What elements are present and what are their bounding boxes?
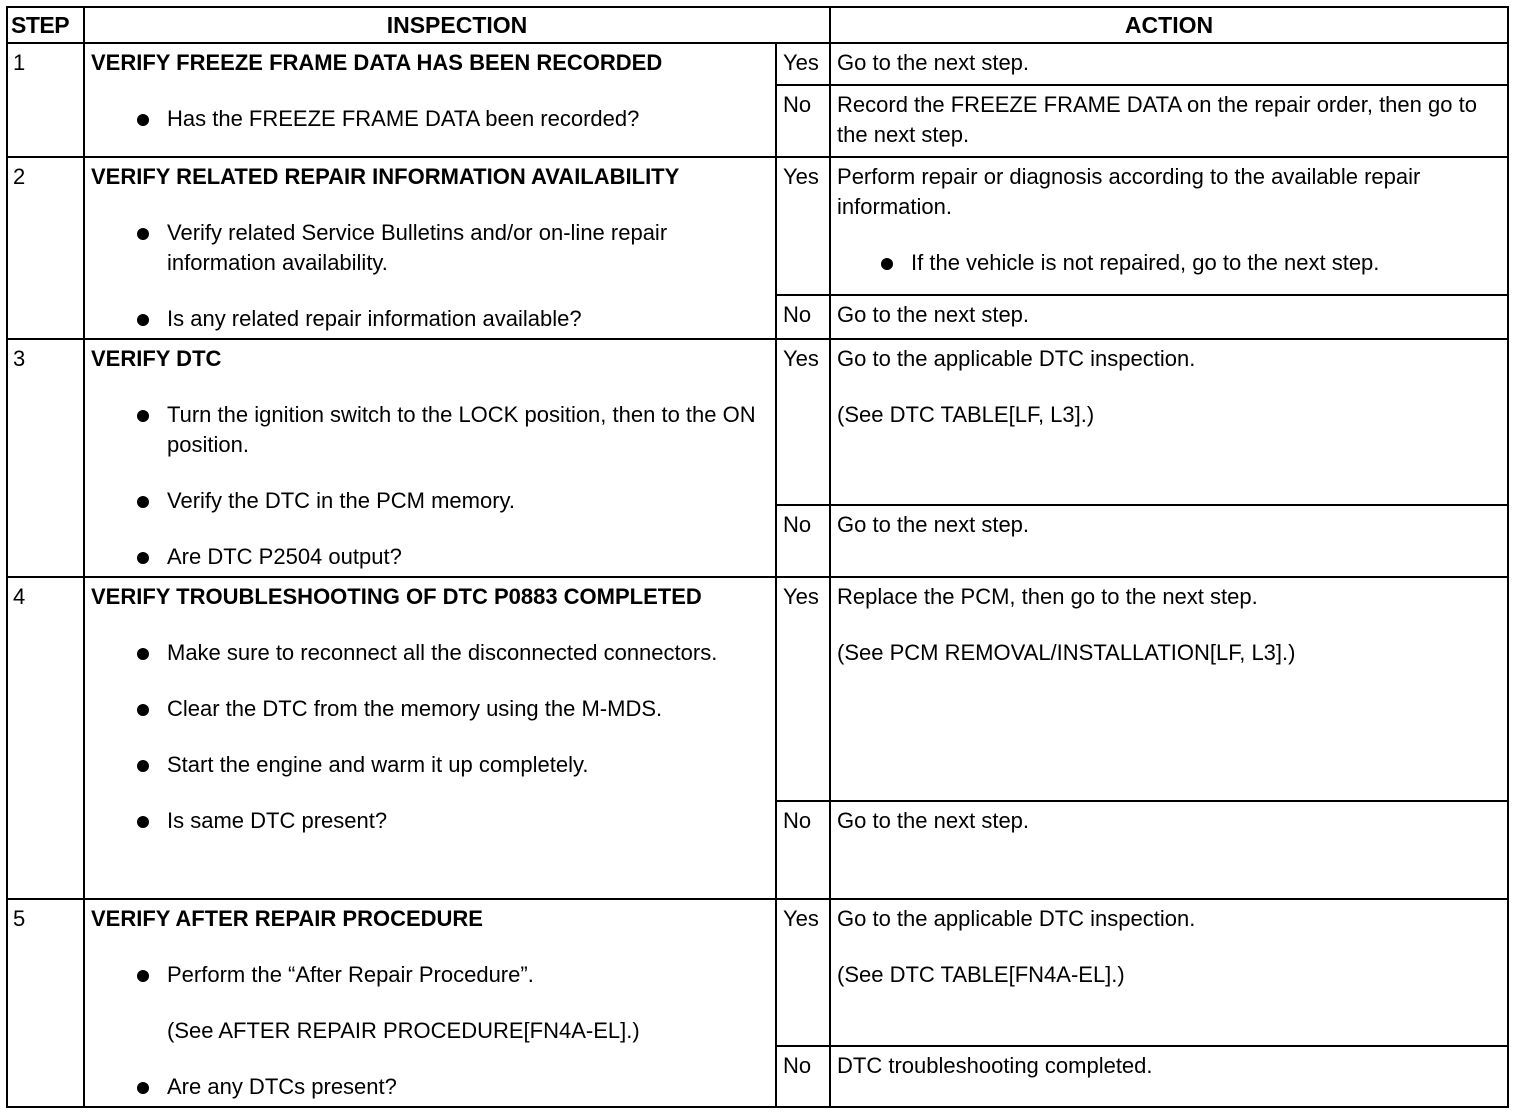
inspection-title: VERIFY TROUBLESHOOTING OF DTC P0883 COMPLETED (91, 584, 702, 609)
yes-label: Yes (776, 577, 830, 801)
yes-action-text: Replace the PCM, then go to the next step. (837, 584, 1258, 609)
inspection-bullet: Is same DTC present? (91, 806, 769, 836)
table-row (7, 577, 1508, 801)
no-label: No (776, 85, 830, 157)
no-label: No (776, 295, 830, 339)
inspection-cell (84, 339, 776, 577)
no-action-text: Go to the next step. (837, 512, 1030, 537)
yes-label: Yes (776, 339, 830, 505)
step-number: 4 (7, 577, 84, 899)
inspection-bullet: Are any DTCs present? (91, 1072, 769, 1102)
inspection-bullet: Is any related repair information available? (91, 304, 769, 334)
yes-action-bullet: If the vehicle is not repaired, go to the next step. (837, 248, 1501, 278)
yes-action-cell (830, 43, 1508, 85)
inspection-bullet: Perform the “After Repair Procedure”. (91, 960, 769, 990)
yes-action-cell (830, 899, 1508, 1046)
yes-action-text: Go to the next step. (837, 50, 1030, 75)
inspection-cell (84, 43, 776, 157)
step-column-header: STEP (7, 7, 84, 43)
no-action-cell (830, 801, 1508, 899)
yes-label: Yes (776, 43, 830, 85)
table-row (7, 157, 1508, 295)
step-number: 1 (7, 43, 84, 157)
yes-action-text: Perform repair or diagnosis according to the available repair information. (837, 164, 1421, 219)
yes-action-text: Go to the applicable DTC inspection. (837, 906, 1196, 931)
no-label: No (776, 1046, 830, 1107)
inspection-title: VERIFY AFTER REPAIR PROCEDURE (91, 906, 483, 931)
yes-action-reference: (See PCM REMOVAL/INSTALLATION[LF, L3].) (837, 640, 1296, 665)
yes-action-cell (830, 157, 1508, 295)
no-action-cell (830, 1046, 1508, 1107)
yes-action-text: Go to the applicable DTC inspection. (837, 346, 1196, 371)
inspection-cell (84, 577, 776, 899)
table-row (7, 899, 1508, 1046)
step-number: 5 (7, 899, 84, 1107)
step-number: 3 (7, 339, 84, 577)
inspection-bullet: Verify the DTC in the PCM memory. (91, 486, 769, 516)
table-row (7, 43, 1508, 85)
inspection-title: VERIFY FREEZE FRAME DATA HAS BEEN RECORDED (91, 50, 663, 75)
step-number: 2 (7, 157, 84, 339)
table-row (7, 339, 1508, 505)
no-action-cell (830, 505, 1508, 577)
inspection-title: VERIFY DTC (91, 346, 222, 371)
inspection-cell (84, 157, 776, 339)
inspection-bullet: Make sure to reconnect all the disconnected connectors. (91, 638, 769, 668)
table-header-row (7, 7, 1508, 43)
no-action-cell (830, 295, 1508, 339)
inspection-bullet: Turn the ignition switch to the LOCK position, then to the ON position. (91, 400, 769, 460)
inspection-cell (84, 899, 776, 1107)
no-action-text: Go to the next step. (837, 302, 1030, 327)
inspection-table (6, 6, 1509, 1108)
no-action-text: DTC troubleshooting completed. (837, 1053, 1153, 1079)
yes-action-reference: (See DTC TABLE[LF, L3].) (837, 402, 1095, 427)
action-column-header: ACTION (830, 7, 1508, 43)
yes-action-cell (830, 339, 1508, 505)
inspection-title: VERIFY RELATED REPAIR INFORMATION AVAILABILITY (91, 164, 680, 189)
yes-action-reference: (See DTC TABLE[FN4A-EL].) (837, 962, 1125, 987)
yes-action-cell (830, 577, 1508, 801)
inspection-bullet: Clear the DTC from the memory using the M-MDS. (91, 694, 769, 724)
no-label: No (776, 505, 830, 577)
no-label: No (776, 801, 830, 899)
inspection-bullet: Has the FREEZE FRAME DATA been recorded? (91, 104, 769, 134)
inspection-column-header: INSPECTION (84, 7, 830, 43)
inspection-reference: (See AFTER REPAIR PROCEDURE[FN4A-EL].) (167, 1018, 640, 1043)
yes-label: Yes (776, 899, 830, 1046)
inspection-bullet: Start the engine and warm it up completely. (91, 750, 769, 780)
procedure-sheet (6, 6, 1507, 1112)
inspection-bullet: Are DTC P2504 output? (91, 542, 769, 572)
inspection-bullet: Verify related Service Bulletins and/or on-line repair information availability. (91, 218, 769, 278)
no-action-text: Go to the next step. (837, 808, 1030, 833)
yes-label: Yes (776, 157, 830, 295)
no-action-text: Record the FREEZE FRAME DATA on the repair order, then go to the next step. (837, 92, 1477, 147)
no-action-cell (830, 85, 1508, 157)
